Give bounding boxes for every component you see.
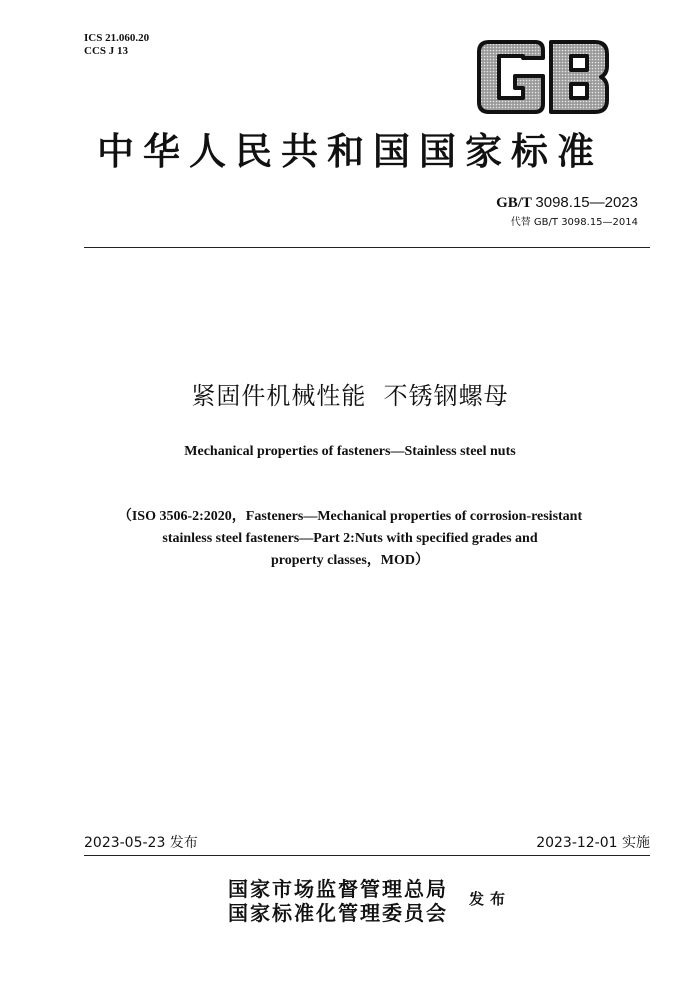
standard-number-value: 3098.15—2023 [535, 194, 638, 211]
national-standard-heading: 中华人民共和国国家标准 [97, 129, 603, 173]
issue-date: 2023-05-23 发布 [84, 835, 198, 851]
issuer-samr: 国家市场监督管理总局 [228, 877, 448, 901]
document-title-english: Mechanical properties of fasteners—Stainless steel nuts [184, 444, 516, 459]
ccs-code: CCS J 13 [84, 45, 129, 57]
standard-number-prefix: GB/T [496, 195, 532, 211]
replaces-standard: 代替 GB/T 3098.15—2014 [510, 217, 638, 228]
implementation-date: 2023-12-01 实施 [536, 835, 650, 851]
iso-reference [110, 506, 590, 572]
iso-reference-line: （ISO 3506-2:2020，Fasteners—Mechanical properties of corrosion-resistant [117, 509, 583, 524]
publish-label: 发布 [469, 890, 512, 908]
iso-reference-line: stainless steel fasteners—Part 2:Nuts with specified grades and [162, 531, 538, 546]
gb-logo-letter-b [551, 42, 607, 112]
issuing-authorities [228, 877, 448, 925]
iso-reference-line: property classes，MOD） [271, 553, 429, 568]
gb-logo-letter-g [479, 42, 543, 112]
top-divider [84, 247, 650, 248]
document-title-chinese: 紧固件机械性能 不锈钢螺母 [191, 382, 509, 410]
standard-number [496, 194, 638, 212]
ics-code: ICS 21.060.20 [84, 32, 150, 44]
issuer-sac: 国家标准化管理委员会 [228, 901, 448, 925]
gb-logo [477, 40, 611, 114]
bottom-divider [84, 855, 650, 856]
